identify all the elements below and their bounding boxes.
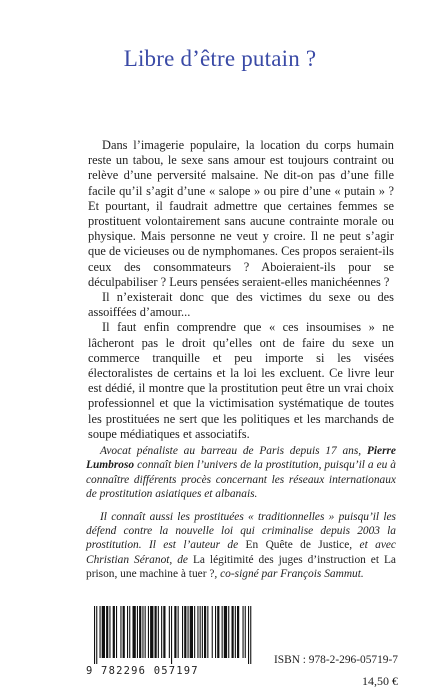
barcode-bar — [129, 606, 130, 658]
book-reference: La légitimité des juges d’instruction et La prison, une machine à tuer ? — [86, 553, 396, 581]
barcode-bar — [155, 606, 157, 658]
barcode-bar — [250, 606, 251, 664]
barcode-bar — [161, 606, 162, 658]
bio-text: Il connaît aussi les prostituées « traditionnelles » puisqu’il les défend contre la nouvelle loi qui criminalise depuis 2003 la prostitution. Il est l’auteur de — [86, 510, 396, 552]
barcode-bar — [232, 606, 234, 658]
barcode-bar — [137, 606, 138, 658]
barcode-bar — [171, 606, 172, 664]
barcode-bar — [228, 606, 229, 658]
bio-text: connaît bien l’univers de la prostitution, puisqu’il a eu à connaître différents procès concernant les réseaux internationaux de prostitution asiatiques et albanais. — [86, 459, 396, 501]
barcode-bar — [113, 606, 115, 658]
isbn: ISBN : 978-2-296-05719-7 — [273, 654, 398, 666]
barcode-number: 9 782296 057197 — [86, 665, 199, 677]
barcode-bar — [217, 606, 219, 658]
barcode-bar — [182, 606, 183, 658]
barcode-bar — [102, 606, 105, 658]
barcode-bar — [237, 606, 239, 658]
barcode-bar — [190, 606, 193, 658]
price: 14,50 € — [362, 674, 398, 688]
barcode-bar — [188, 606, 189, 658]
bio-text: , co-signé par François Sammut. — [214, 568, 364, 581]
book-title: Libre d’être putain ? — [123, 46, 317, 71]
barcode-bar — [96, 606, 97, 664]
barcode-bar — [133, 606, 136, 658]
barcode-bar — [116, 606, 117, 658]
barcode-bar — [204, 606, 206, 658]
barcode-bar — [169, 606, 170, 658]
barcode-bar — [200, 606, 201, 658]
barcode-bar — [207, 606, 208, 658]
barcode-bar — [245, 606, 246, 658]
author-name: Pierre Lumbroso — [86, 445, 396, 472]
barcode-bar — [100, 606, 101, 658]
barcode-bar — [109, 606, 110, 658]
barcode-bar — [150, 606, 153, 658]
author-bio — [86, 444, 396, 590]
blurb-paragraph: Il faut enfin comprendre que « ces insoumises » ne lâcheront pas le droit qu’elles ont de faire du sexe un commerce tranquille et peu importe si les visées électoralistes de certains et la loi les excluent. Ce livre leur est dédié, il montre que la prostitution peut être un vrai choix professionnel et que la victimisation systématique de toutes les prostituées ne sert que les politiques et les marchands de soupe médiatiques et associatifs. — [88, 320, 394, 441]
bio-text: , et avec Christian Séranot, de — [86, 539, 396, 566]
barcode-bar — [158, 606, 159, 658]
barcode-bar — [212, 606, 213, 658]
barcode-bar — [142, 606, 143, 658]
barcode-bar — [202, 606, 203, 658]
blurb-paragraph: Il n’existerait donc que des victimes du sexe ou des assoiffées d’amour... — [88, 290, 394, 320]
barcode-bar — [145, 606, 146, 658]
barcode-bar — [174, 606, 176, 658]
barcode-bar — [184, 606, 186, 658]
barcode-bar — [127, 606, 128, 658]
barcode-bar — [243, 606, 244, 658]
barcode-bar — [120, 606, 121, 658]
barcode-bar — [123, 606, 125, 658]
barcode-bar — [224, 606, 227, 658]
barcode-bar — [148, 606, 149, 658]
barcode-bar — [248, 606, 249, 664]
bio-paragraph — [86, 510, 396, 582]
bio-text: Avocat pénaliste au barreau de Paris depuis 17 ans, — [100, 445, 367, 457]
book-reference: En Quête de Justice — [245, 539, 350, 552]
barcode-bar — [106, 606, 108, 658]
blurb-paragraph: Dans l’imagerie populaire, la location du corps humain reste un tabou, le sexe sans amour est toujours contraint ou relève d’une perversité malsaine. Ne dit-on pas d’une fille facile qu’il s’agit d’une « salope » ou pire d’une « putain » ? Et pourtant, il faudrait admettre que certaines femmes se prostituent volontairement sans aucune contrainte morale ou physique. Mais personne ne veut y croire. Il ne peut s’agir que de vicieuses ou de nymphomanes. Ces propos seraient-ils ceux des consommateurs ? Aboieraient-ils pour se déculpabiliser ? Leurs pensées seraient-elles manichéennes ? — [88, 138, 394, 289]
barcode-bar — [194, 606, 195, 658]
bio-paragraph — [86, 444, 396, 502]
barcode-bar — [222, 606, 223, 658]
barcode-bar — [94, 606, 95, 664]
barcode-bar — [215, 606, 216, 658]
barcode-bar — [178, 606, 179, 658]
barcode-bar — [139, 606, 141, 658]
barcode-bar — [235, 606, 236, 658]
barcode-bar — [163, 606, 165, 658]
barcode-bars — [86, 606, 256, 664]
back-cover-blurb — [88, 138, 394, 442]
barcode-bar — [197, 606, 198, 658]
barcode — [86, 606, 256, 677]
